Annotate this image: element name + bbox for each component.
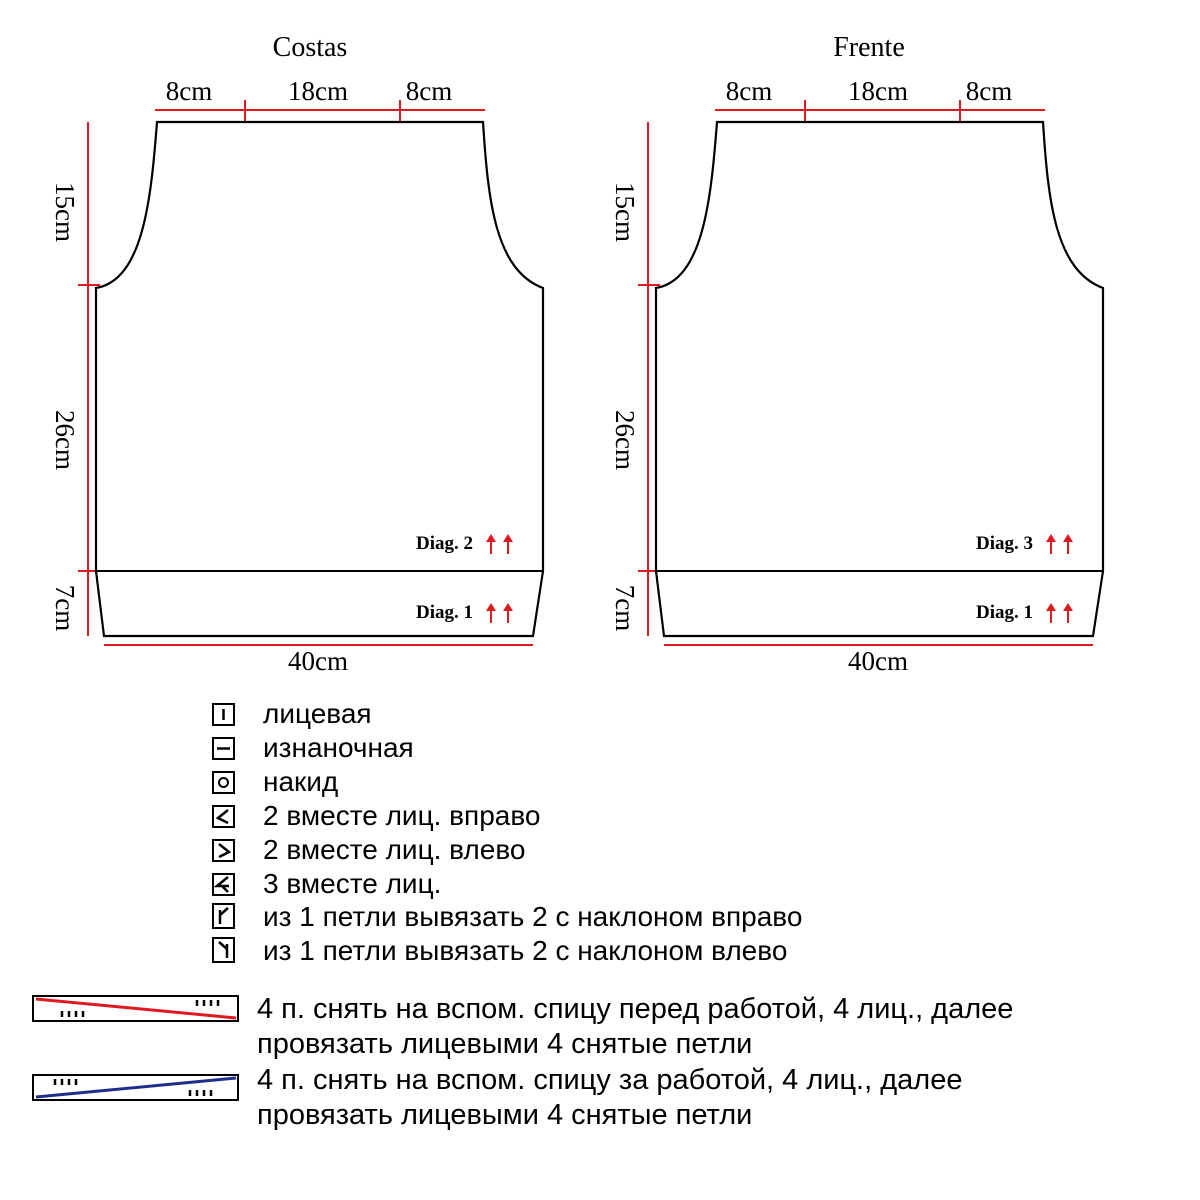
costas-title: Costas bbox=[272, 32, 348, 63]
cable-back-line2: провязать лицевыми 4 снятые петли bbox=[257, 1099, 753, 1131]
k2tog-left-icon bbox=[213, 840, 234, 861]
cable-back-icon bbox=[33, 1075, 238, 1100]
yarn-over-icon bbox=[213, 772, 234, 793]
increase-right-icon bbox=[213, 904, 234, 928]
cable-front-icon bbox=[33, 996, 238, 1021]
frente-bottom-label: 40cm bbox=[848, 646, 908, 676]
costas-diag-lower-arrows-icon bbox=[486, 603, 513, 623]
frente-diag-lower-label: Diag. 1 bbox=[976, 602, 1033, 623]
legend-label-0: лицевая bbox=[263, 698, 372, 729]
frente-diag-upper-arrows-icon bbox=[1046, 534, 1073, 554]
costas-body-height-label: 26cm bbox=[50, 410, 80, 470]
costas-diag-upper-label: Diag. 2 bbox=[416, 533, 473, 554]
costas-top-left-label: 8cm bbox=[165, 76, 213, 106]
legend-label-7: из 1 петли вывязать 2 с наклоном влево bbox=[263, 935, 788, 966]
legend-label-6: из 1 петли вывязать 2 с наклоном вправо bbox=[263, 901, 803, 932]
frente-diag-upper-label: Diag. 3 bbox=[976, 533, 1033, 554]
frente-rib-height-label: 7cm bbox=[610, 584, 640, 632]
knit-stitch-icon bbox=[213, 704, 234, 725]
legend-label-5: 3 вместе лиц. bbox=[263, 868, 442, 899]
cable-back-line1: 4 п. снять на вспом. спицу за работой, 4 лиц., далее bbox=[257, 1064, 963, 1096]
costas-bottom-label: 40cm bbox=[288, 646, 348, 676]
costas-diag-lower-label: Diag. 1 bbox=[416, 602, 473, 623]
frente-panel bbox=[610, 32, 1103, 676]
cable-front-line1: 4 п. снять на вспом. спицу перед работой, 4 лиц., далее bbox=[257, 993, 1014, 1025]
costas-armhole-height-label: 15cm bbox=[50, 182, 80, 242]
frente-top-mid-label: 18cm bbox=[848, 76, 908, 106]
increase-left-icon bbox=[213, 938, 234, 962]
frente-top-right-label: 8cm bbox=[965, 76, 1013, 106]
legend-label-4: 2 вместе лиц. влево bbox=[263, 834, 526, 865]
costas-rib-height-label: 7cm bbox=[50, 584, 80, 632]
frente-diag-lower-arrows-icon bbox=[1046, 603, 1073, 623]
costas-top-mid-label: 18cm bbox=[288, 76, 348, 106]
costas-diag-upper-arrows-icon bbox=[486, 534, 513, 554]
purl-stitch-icon bbox=[213, 738, 234, 759]
frente-body-height-label: 26cm bbox=[610, 410, 640, 470]
costas-outline bbox=[96, 122, 543, 636]
k2tog-right-icon bbox=[213, 806, 234, 827]
legend-label-2: накид bbox=[263, 766, 339, 797]
frente-armhole-height-label: 15cm bbox=[610, 182, 640, 242]
cable-legend bbox=[33, 993, 1013, 1131]
frente-title: Frente bbox=[833, 32, 905, 63]
k3tog-icon bbox=[213, 874, 234, 895]
legend-label-1: изнаночная bbox=[263, 732, 414, 763]
frente-top-left-label: 8cm bbox=[725, 76, 773, 106]
costas-panel bbox=[50, 32, 543, 676]
legend-label-3: 2 вместе лиц. вправо bbox=[263, 800, 541, 831]
frente-outline bbox=[656, 122, 1103, 636]
cable-front-line2: провязать лицевыми 4 снятые петли bbox=[257, 1028, 753, 1060]
costas-top-right-label: 8cm bbox=[405, 76, 453, 106]
stitch-legend bbox=[213, 698, 802, 966]
